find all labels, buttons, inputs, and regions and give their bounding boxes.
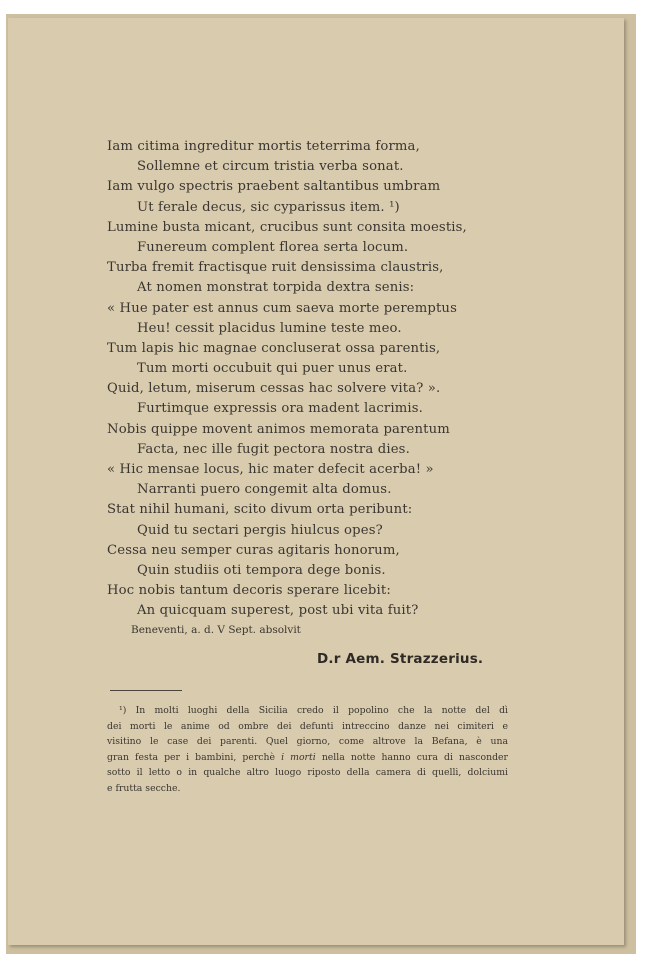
poem-line: Turba fremit fractisque ruit densissima claustris, (107, 260, 444, 276)
poem (107, 137, 507, 622)
poem-line: « Hic mensae locus, hic mater defecit acerba! » (107, 462, 434, 477)
poem-line: Quid tu sectari pergis hiulcus opes? (137, 522, 383, 538)
poem-line: Iam vulgo spectris praebent saltantibus umbram (107, 179, 441, 195)
footnote-line: dei morti le anime od ombre dei defunti intreccino danze nei cimiteri e (107, 720, 508, 732)
poem-line: Quid, letum, miserum cessas hac solvere vita? ». (107, 381, 441, 397)
dateline: Beneventi, a. d. V Sept. absolvit (131, 624, 301, 636)
footnote-line (107, 750, 508, 766)
poem-line: Funereum complent florea serta locum. (137, 239, 409, 255)
poem-line: Hoc nobis tantum decoris sperare licebit: (107, 583, 391, 599)
poem-line: Stat nihil humani, scito divum orta peribunt: (107, 502, 413, 518)
poem-line: Ut ferale decus, sic cyparissus item. ¹) (137, 199, 400, 215)
footnote (107, 703, 508, 797)
poem-line: Furtimque expressis ora madent lacrimis. (137, 401, 423, 417)
footnote-line: sotto il letto o in qualche altro luogo riposto della camera di quelli, dolciumi (107, 767, 508, 779)
poem-line: Iam citima ingreditur mortis teterrima forma, (107, 139, 420, 154)
footnote-emphasis: i morti (281, 751, 316, 763)
poem-line: Facta, nec ille fugit pectora nostra dies. (137, 441, 410, 457)
poem-line: At nomen monstrat torpida dextra senis: (137, 280, 415, 296)
poem-line: Quin studiis oti tempora dege bonis. (137, 562, 386, 578)
footnote-line: e frutta secche. (107, 782, 181, 794)
footnote-line: ¹) In molti luoghi della Sicilia credo il popolino che la notte del dì (119, 705, 508, 716)
poem-line: Lumine busta micant, crucibus sunt consita moestis, (107, 219, 467, 235)
poem-line: Cessa neu semper curas agitaris honorum, (107, 542, 400, 558)
footnote-divider (110, 690, 182, 691)
author-signature: D.r Aem. Strazzerius. (317, 651, 484, 667)
footnote-line: visitino le case dei parenti. Quel giorno, come altrove la Befana, è una (107, 736, 508, 748)
poem-line: Tum lapis hic magnae concluserat ossa parentis, (107, 340, 441, 356)
poem-line: Heu! cessit placidus lumine teste meo. (137, 320, 402, 336)
poem-line: Tum morti occubuit qui puer unus erat. (137, 361, 408, 377)
poem-line: « Hue pater est annus cum saeva morte peremptus (107, 300, 457, 316)
poem-line: Narranti puero congemit alta domus. (137, 482, 392, 498)
poem-line: An quicquam superest, post ubi vita fuit? (137, 603, 419, 619)
poem-line: Nobis quippe movent animos memorata parentum (107, 421, 450, 437)
poem-line: Sollemne et circum tristia verba sonat. (137, 159, 404, 175)
footnote-text: nella notte hanno cura di nasconder (321, 751, 508, 763)
footnote-text: gran festa per i bambini, perchè (107, 751, 275, 763)
